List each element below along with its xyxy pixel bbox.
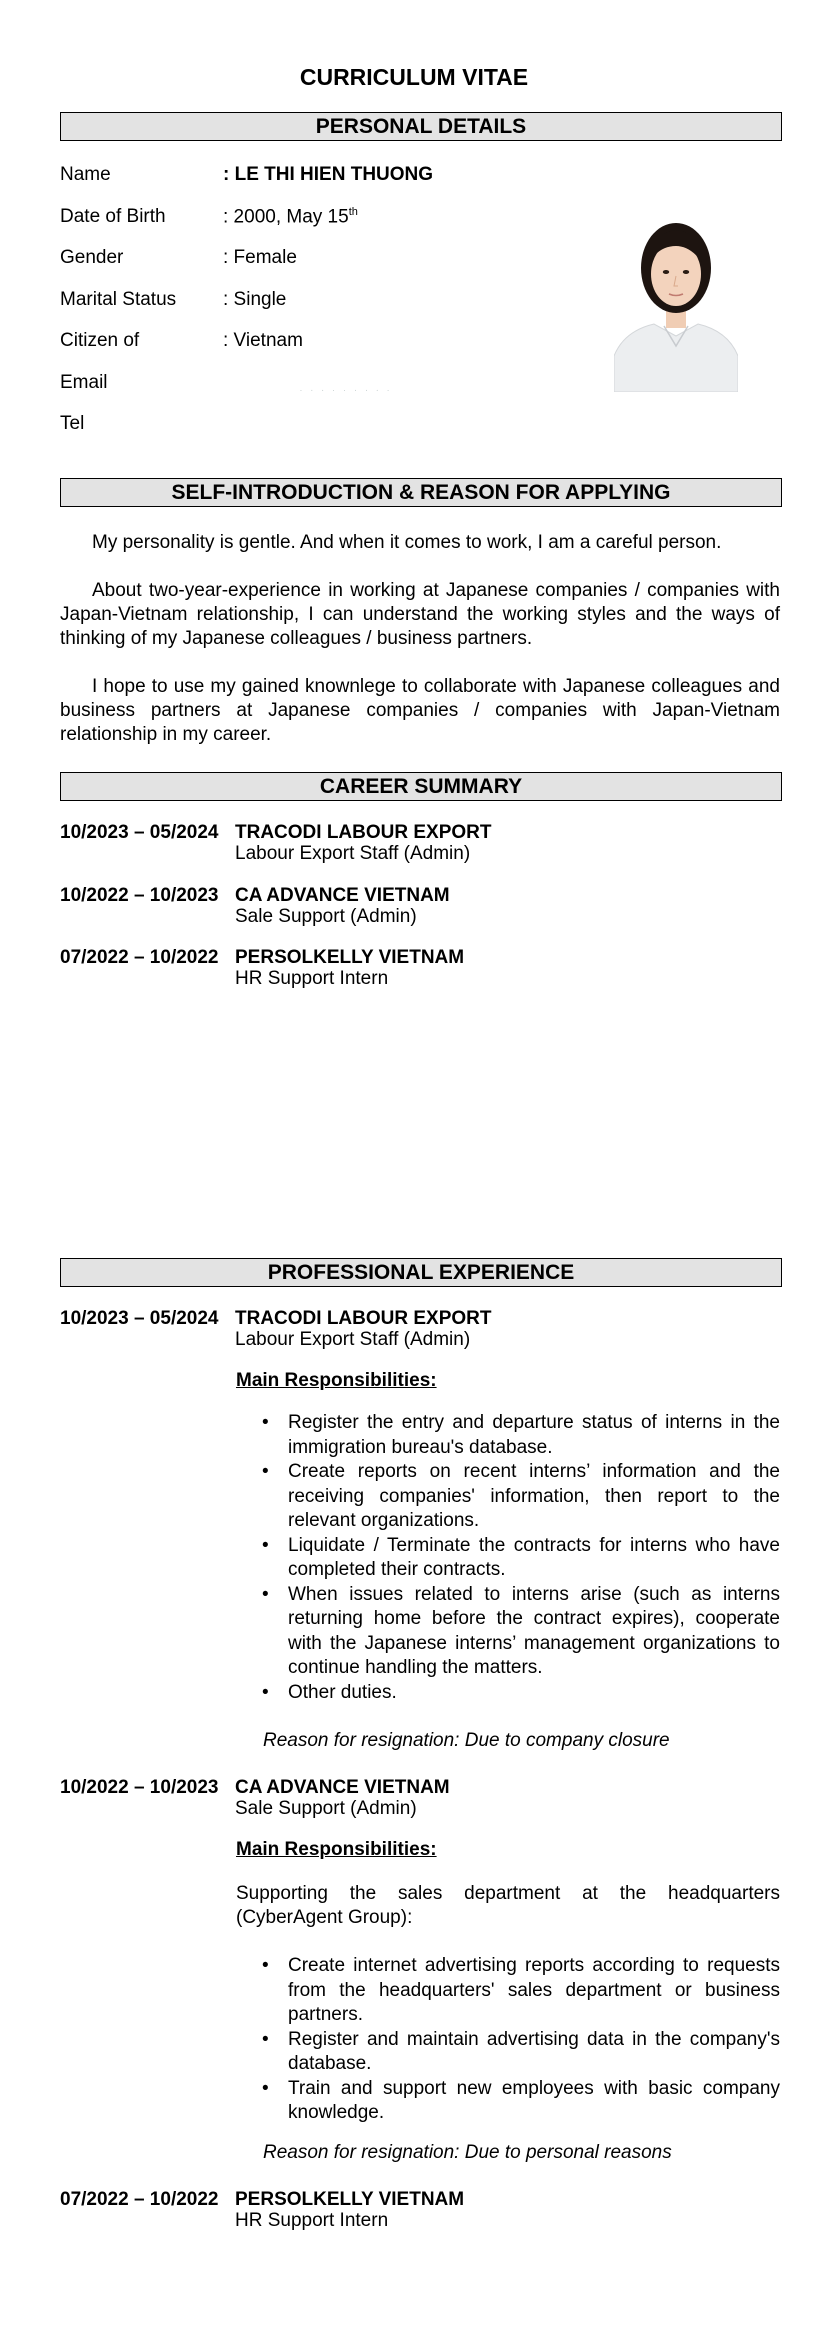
marital-value: : Single: [223, 289, 287, 310]
marital-label: Marital Status: [60, 289, 177, 310]
job-company: PERSOLKELLY VIETNAM: [235, 2189, 465, 2210]
list-item: • Train and support new employees with basic company knowledge.: [288, 2077, 780, 2126]
list-item: • Other duties.: [288, 1681, 780, 1706]
career-role: Labour Export Staff (Admin): [235, 843, 471, 864]
citizen-value: : Vietnam: [223, 330, 303, 351]
job2-responsibilities-list: [236, 1954, 780, 2126]
section-personal-details: PERSONAL DETAILS: [60, 112, 782, 141]
intro-paragraph-2: About two-year-experience in working at Japanese companies / companies with Japan-Vietnam relationship, I can understand the working styles and the ways of thinking of my Japanese colleagues / business partners.: [60, 580, 780, 649]
citizen-label: Citizen of: [60, 330, 140, 351]
section-self-introduction: SELF-INTRODUCTION & REASON FOR APPLYING: [60, 478, 782, 507]
job1-responsibilities-list: [236, 1411, 780, 1705]
gender-value: : Female: [223, 247, 297, 268]
dob-value: [223, 206, 358, 228]
portrait-illustration: [614, 206, 738, 392]
list-item: • Register the entry and departure status of interns in the immigration bureau's database.: [288, 1411, 780, 1460]
dob-suffix: th: [348, 206, 358, 218]
list-item: • Register and maintain advertising data in the company's database.: [288, 2028, 780, 2077]
email-label: Email: [60, 372, 108, 393]
dob-text: : 2000, May 15: [223, 206, 349, 228]
career-role: HR Support Intern: [235, 968, 389, 989]
name-value: : LE THI HIEN THUONG: [223, 164, 434, 185]
job-company: CA ADVANCE VIETNAM: [235, 1777, 450, 1798]
redacted-email: ˙ ˙ ˙ ˙ ˙ ˙ ˙ ˙ ˙: [300, 389, 393, 398]
section-career-summary: CAREER SUMMARY: [60, 772, 782, 801]
gender-label: Gender: [60, 247, 124, 268]
career-date: 10/2023 – 05/2024: [60, 822, 219, 843]
dob-label: Date of Birth: [60, 206, 166, 227]
career-company: TRACODI LABOUR EXPORT: [235, 822, 492, 843]
job2-intro: Supporting the sales department at the headquarters (CyberAgent Group):: [236, 1883, 780, 1928]
job-date: 10/2022 – 10/2023: [60, 1777, 219, 1798]
list-item: • When issues related to interns arise (such as interns returning home before the contract expires), cooperate with the Japanese interns’ management organizations to continue handling the matters.: [288, 1583, 780, 1681]
job-company: TRACODI LABOUR EXPORT: [235, 1308, 492, 1329]
career-role: Sale Support (Admin): [235, 906, 417, 927]
career-date: 10/2022 – 10/2023: [60, 885, 219, 906]
job-role: Sale Support (Admin): [235, 1798, 417, 1819]
resignation-reason: Reason for resignation: Due to personal reasons: [263, 2142, 672, 2163]
list-item: • Create reports on recent interns’ information and the receiving companies' information, then report to the relevant organizations.: [288, 1460, 780, 1534]
job-role: Labour Export Staff (Admin): [235, 1329, 471, 1350]
responsibilities-heading: Main Responsibilities:: [236, 1370, 437, 1391]
list-item: • Create internet advertising reports according to requests from the headquarters' sales department or business partners.: [288, 1954, 780, 2028]
resignation-reason: Reason for resignation: Due to company closure: [263, 1730, 670, 1751]
list-item: • Liquidate / Terminate the contracts for interns who have completed their contracts.: [288, 1534, 780, 1583]
tel-label: Tel: [60, 413, 85, 434]
document-title: CURRICULUM VITAE: [299, 64, 529, 90]
career-date: 07/2022 – 10/2022: [60, 947, 219, 968]
job-date: 07/2022 – 10/2022: [60, 2189, 219, 2210]
career-company: PERSOLKELLY VIETNAM: [235, 947, 465, 968]
profile-photo: [614, 206, 738, 392]
job-role: HR Support Intern: [235, 2210, 389, 2231]
responsibilities-heading: Main Responsibilities:: [236, 1839, 437, 1860]
name-label: Name: [60, 164, 111, 185]
section-professional-experience: PROFESSIONAL EXPERIENCE: [60, 1258, 782, 1287]
intro-paragraph-1: My personality is gentle. And when it comes to work, I am a careful person.: [92, 532, 722, 553]
intro-paragraph-3: I hope to use my gained knownlege to collaborate with Japanese colleagues and business partners at Japanese companies / companies with Japan-Vietnam relationship in my career.: [60, 676, 780, 745]
career-company: CA ADVANCE VIETNAM: [235, 885, 450, 906]
job-date: 10/2023 – 05/2024: [60, 1308, 219, 1329]
